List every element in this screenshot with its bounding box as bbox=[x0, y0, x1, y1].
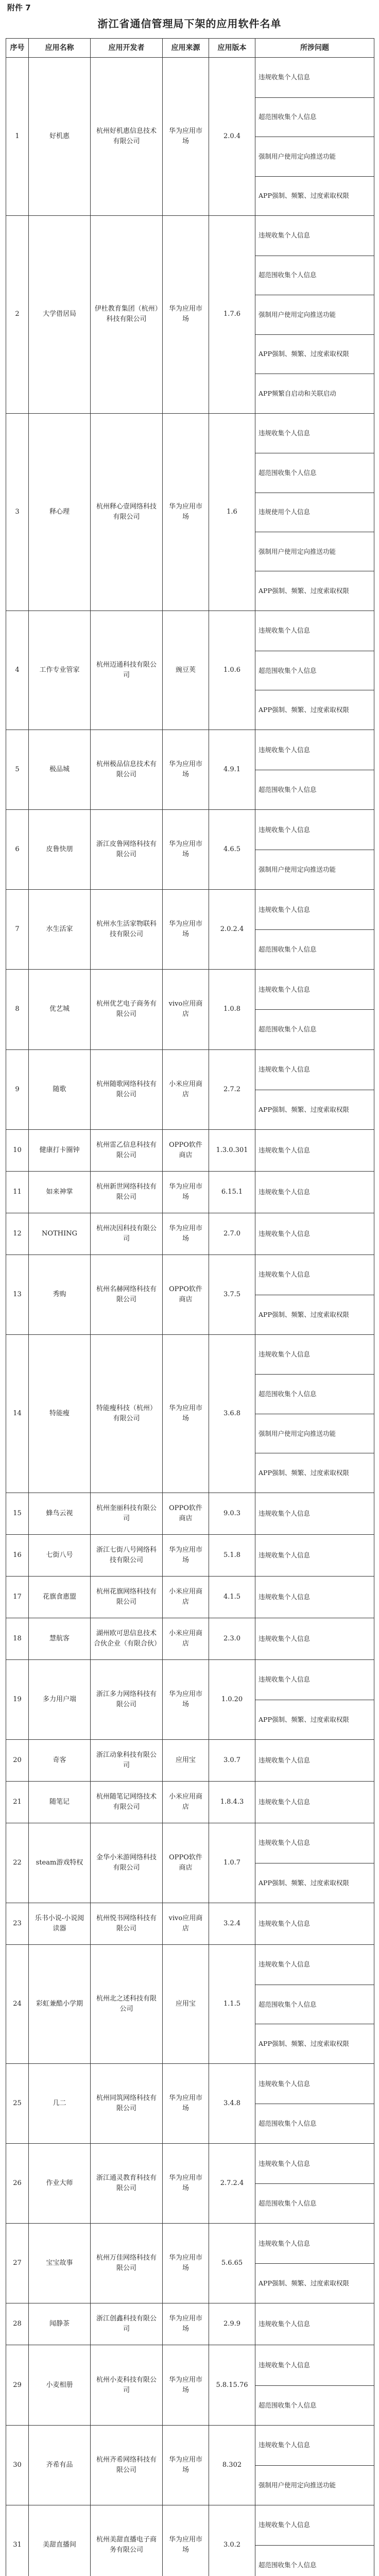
issue-item: 超范围收集个人信息 bbox=[255, 651, 374, 690]
issues-cell bbox=[255, 1781, 374, 1823]
row-number: 5 bbox=[6, 730, 29, 810]
app-source: 应用宝 bbox=[163, 1739, 209, 1781]
issue-item: 违规收集个人信息 bbox=[259, 1146, 311, 1154]
issues-cell bbox=[255, 1534, 374, 1576]
app-version: 1.7.6 bbox=[209, 216, 255, 413]
issue-item: 强制用户使用定向推送功能 bbox=[255, 850, 374, 889]
issues-cell bbox=[255, 810, 374, 890]
table-body bbox=[6, 58, 374, 2576]
issue-item: 超范围收集个人信息 bbox=[255, 1009, 374, 1049]
issue-item: 违规收集个人信息 bbox=[259, 2361, 311, 2369]
app-name: 随歌 bbox=[29, 1049, 91, 1129]
app-developer: 杭州优艺电子商务有限公司 bbox=[91, 970, 163, 1049]
app-developer: 杭州奎丽科技有限公司 bbox=[91, 1493, 163, 1534]
row-number: 25 bbox=[6, 2064, 29, 2144]
issue-item: 违规收集个人信息 bbox=[259, 1229, 311, 1238]
app-name: 齐希有品 bbox=[29, 2425, 91, 2505]
page-title: 浙江省通信管理局下架的应用软件名单 bbox=[97, 18, 282, 30]
issues-cell bbox=[255, 216, 374, 413]
issue-item: 违规使用个人信息 bbox=[255, 493, 374, 532]
col-header-developer: 应用开发者 bbox=[91, 39, 163, 58]
row-number: 26 bbox=[6, 2144, 29, 2224]
issues-cell bbox=[255, 2425, 374, 2505]
col-header-name: 应用名称 bbox=[29, 39, 91, 58]
app-version: 1.8.4.3 bbox=[209, 1781, 255, 1823]
table-row bbox=[6, 1171, 374, 1213]
row-number: 29 bbox=[6, 2345, 29, 2425]
issues-cell bbox=[255, 1171, 374, 1213]
issue-item: 超范围收集个人信息 bbox=[255, 256, 374, 295]
row-number: 23 bbox=[6, 1903, 29, 1945]
issue-item: 超范围收集个人信息 bbox=[255, 97, 374, 137]
col-header-issues: 所涉问题 bbox=[255, 39, 374, 58]
row-number: 24 bbox=[6, 1944, 29, 2063]
table-row bbox=[6, 1739, 374, 1781]
row-number: 16 bbox=[6, 1534, 29, 1576]
app-developer: 浙江七街八号网络科技有限公司 bbox=[91, 1534, 163, 1576]
issues-cell bbox=[255, 1255, 374, 1334]
issue-item: 违规收集个人信息 bbox=[259, 825, 311, 834]
app-developer: 杭州花旗网络科技有限公司 bbox=[91, 1576, 163, 1618]
app-source: 华为应用市场 bbox=[163, 1171, 209, 1213]
issues-cell bbox=[255, 1129, 374, 1171]
issues-cell bbox=[255, 2505, 374, 2576]
app-name: 工作专业管家 bbox=[29, 611, 91, 730]
issue-item: 违规收集个人信息 bbox=[259, 1350, 311, 1358]
app-version: 2.3.0 bbox=[209, 1618, 255, 1659]
table-row bbox=[6, 413, 374, 611]
app-version: 3.0.2 bbox=[209, 2505, 255, 2576]
app-developer: 金华小米游网络科技有限公司 bbox=[91, 1823, 163, 1903]
issue-item: 违规收集个人信息 bbox=[259, 429, 311, 437]
table-row bbox=[6, 2064, 374, 2144]
row-number: 27 bbox=[6, 2224, 29, 2303]
issue-item: 违规收集个人信息 bbox=[259, 1675, 311, 1684]
row-number: 4 bbox=[6, 611, 29, 730]
app-name: 秀购 bbox=[29, 1255, 91, 1334]
app-source: OPPO软件商店 bbox=[163, 1493, 209, 1534]
app-developer: 杭州悦书网络科技有限公司 bbox=[91, 1903, 163, 1945]
app-name: 小麦相册 bbox=[29, 2345, 91, 2425]
issues-cell bbox=[255, 413, 374, 611]
table-row bbox=[6, 1618, 374, 1659]
app-version: 4.9.1 bbox=[209, 730, 255, 810]
app-version: 3.7.5 bbox=[209, 1255, 255, 1334]
app-source: 小米应用商店 bbox=[163, 1049, 209, 1129]
issues-cell bbox=[255, 1739, 374, 1781]
issue-item: 违规收集个人信息 bbox=[259, 73, 311, 81]
issues-cell bbox=[255, 2345, 374, 2425]
app-name: 闻静茶 bbox=[29, 2303, 91, 2345]
app-version: 1.3.0.301 bbox=[209, 1129, 255, 1171]
col-header-version: 应用版本 bbox=[209, 39, 255, 58]
issues-cell bbox=[255, 1823, 374, 1903]
issues-cell bbox=[255, 1576, 374, 1618]
app-source: 小米应用商店 bbox=[163, 1618, 209, 1659]
row-number: 30 bbox=[6, 2425, 29, 2505]
app-version: 2.0.2.4 bbox=[209, 890, 255, 970]
app-name: 如来神掌 bbox=[29, 1171, 91, 1213]
issue-item: 违规收集个人信息 bbox=[259, 985, 311, 993]
row-number: 2 bbox=[6, 216, 29, 413]
issue-item: 超范围收集个人信息 bbox=[255, 1985, 374, 2024]
table-row bbox=[6, 2425, 374, 2505]
app-developer: 杭州新世网络科技有限公司 bbox=[91, 1171, 163, 1213]
app-source: 豌豆荚 bbox=[163, 611, 209, 730]
issues-cell bbox=[255, 2303, 374, 2345]
issue-item: 强制用户使用定向推送功能 bbox=[255, 2465, 374, 2505]
app-developer: 湖州欧可思信息技术合伙企业（有限合伙） bbox=[91, 1618, 163, 1659]
issue-item: APP强制、频繁、过度索取权限 bbox=[255, 176, 374, 216]
issue-item: 违规收集个人信息 bbox=[259, 905, 311, 913]
issue-item: APP强制、频繁、过度索取权限 bbox=[255, 1700, 374, 1739]
app-name: 乐书小说-小说阅读器 bbox=[29, 1903, 91, 1945]
table-row bbox=[6, 1944, 374, 2063]
row-number: 22 bbox=[6, 1823, 29, 1903]
app-table bbox=[6, 38, 374, 2576]
issue-item: 违规收集个人信息 bbox=[259, 1509, 311, 1517]
issue-item: 违规收集个人信息 bbox=[259, 2239, 311, 2247]
app-source: 应用宝 bbox=[163, 1944, 209, 2063]
app-version: 3.0.7 bbox=[209, 1739, 255, 1781]
app-name: 好机惠 bbox=[29, 58, 91, 216]
app-developer: 浙江多力网络科技有限公司 bbox=[91, 1659, 163, 1739]
issue-item: 违规收集个人信息 bbox=[259, 2079, 311, 2088]
app-source: 华为应用市场 bbox=[163, 810, 209, 890]
app-source: 华为应用市场 bbox=[163, 1334, 209, 1493]
app-version: 2.9.9 bbox=[209, 2303, 255, 2345]
table-row bbox=[6, 1534, 374, 1576]
row-number: 21 bbox=[6, 1781, 29, 1823]
app-version: 2.7.0 bbox=[209, 1213, 255, 1255]
app-version: 5.6.65 bbox=[209, 2224, 255, 2303]
issue-item: APP强制、频繁、过度索取权限 bbox=[255, 1090, 374, 1129]
app-version: 1.0.7 bbox=[209, 1823, 255, 1903]
app-version: 2.7.2.4 bbox=[209, 2144, 255, 2224]
app-version: 5.8.15.76 bbox=[209, 2345, 255, 2425]
app-developer: 杭州小麦科技有限公司 bbox=[91, 2345, 163, 2425]
table-row bbox=[6, 1781, 374, 1823]
issue-item: 超范围收集个人信息 bbox=[255, 770, 374, 809]
app-source: vivo应用商店 bbox=[163, 970, 209, 1049]
issue-item: 违规收集个人信息 bbox=[259, 2441, 311, 2449]
issues-cell bbox=[255, 611, 374, 730]
issues-cell bbox=[255, 1493, 374, 1534]
table-row bbox=[6, 730, 374, 810]
app-source: 华为应用市场 bbox=[163, 58, 209, 216]
issues-cell bbox=[255, 2064, 374, 2144]
table-row bbox=[6, 2303, 374, 2345]
issue-item: 违规收集个人信息 bbox=[259, 745, 311, 754]
table-row bbox=[6, 611, 374, 730]
issue-item: 违规收集个人信息 bbox=[259, 1634, 311, 1642]
app-version: 3.6.8 bbox=[209, 1334, 255, 1493]
issue-item: 违规收集个人信息 bbox=[259, 2320, 311, 2328]
table-row bbox=[6, 1576, 374, 1618]
issue-item: APP强制、频繁、过度索取权限 bbox=[255, 1453, 374, 1493]
app-developer: 杭州迈通科技有限公司 bbox=[91, 611, 163, 730]
attachment-label: 附件 7 bbox=[7, 3, 31, 12]
issue-item: 强制用户使用定向推送功能 bbox=[255, 295, 374, 334]
issues-cell bbox=[255, 1659, 374, 1739]
app-version: 4.6.5 bbox=[209, 810, 255, 890]
app-developer: 杭州美甜直播电子商务有限公司 bbox=[91, 2505, 163, 2576]
row-number: 8 bbox=[6, 970, 29, 1049]
issues-cell bbox=[255, 2224, 374, 2303]
issue-item: 违规收集个人信息 bbox=[259, 1188, 311, 1196]
row-number: 12 bbox=[6, 1213, 29, 1255]
app-version: 1.6 bbox=[209, 413, 255, 611]
row-number: 17 bbox=[6, 1576, 29, 1618]
app-name: 大学借居局 bbox=[29, 216, 91, 413]
table-row bbox=[6, 2345, 374, 2425]
table-row bbox=[6, 2144, 374, 2224]
app-developer: 杭州万佳网络科技有限公司 bbox=[91, 2224, 163, 2303]
app-version: 9.0.3 bbox=[209, 1493, 255, 1534]
issues-cell bbox=[255, 1213, 374, 1255]
issue-item: APP强制、频繁、过度索取权限 bbox=[255, 2024, 374, 2063]
app-developer: 伊杜教育集团（杭州）科技有限公司 bbox=[91, 216, 163, 413]
app-name: 蜂鸟云视 bbox=[29, 1493, 91, 1534]
app-version: 2.0.4 bbox=[209, 58, 255, 216]
app-source: 华为应用市场 bbox=[163, 413, 209, 611]
app-name: 极品城 bbox=[29, 730, 91, 810]
app-version: 1.0.20 bbox=[209, 1659, 255, 1739]
app-version: 2.7.2 bbox=[209, 1049, 255, 1129]
issues-cell bbox=[255, 58, 374, 216]
app-source: 华为应用市场 bbox=[163, 1659, 209, 1739]
app-source: 华为应用市场 bbox=[163, 2505, 209, 2576]
app-name: 奇客 bbox=[29, 1739, 91, 1781]
app-source: 华为应用市场 bbox=[163, 730, 209, 810]
app-developer: 杭州随笔记网络技术有限公司 bbox=[91, 1781, 163, 1823]
row-number: 31 bbox=[6, 2505, 29, 2576]
issue-item: 强制用户使用定向推送功能 bbox=[255, 532, 374, 571]
issue-item: 违规收集个人信息 bbox=[259, 231, 311, 240]
row-number: 15 bbox=[6, 1493, 29, 1534]
app-name: NOTHING bbox=[29, 1213, 91, 1255]
app-developer: 浙江动象科技有限公司 bbox=[91, 1739, 163, 1781]
issues-cell bbox=[255, 890, 374, 970]
app-source: 华为应用市场 bbox=[163, 890, 209, 970]
app-developer: 浙江通灵教育科技有限公司 bbox=[91, 2144, 163, 2224]
app-name: 特能瘦 bbox=[29, 1334, 91, 1493]
app-source: vivo应用商店 bbox=[163, 1903, 209, 1945]
issue-item: 超范围收集个人信息 bbox=[255, 2104, 374, 2143]
issue-item: 违规收集个人信息 bbox=[259, 1798, 311, 1806]
issue-item: 违规收集个人信息 bbox=[259, 2521, 311, 2529]
issue-item: APP强制、频繁、过度索取权限 bbox=[255, 571, 374, 610]
app-developer: 杭州北之述科技有限公司 bbox=[91, 1944, 163, 2063]
row-number: 10 bbox=[6, 1129, 29, 1171]
app-source: OPPO软件商店 bbox=[163, 1255, 209, 1334]
col-header-no: 序号 bbox=[6, 39, 29, 58]
issues-cell bbox=[255, 1049, 374, 1129]
issues-cell bbox=[255, 730, 374, 810]
issue-item: APP强制、频繁、过度索取权限 bbox=[255, 690, 374, 730]
row-number: 1 bbox=[6, 58, 29, 216]
app-developer: 杭州随歌网络科技有限公司 bbox=[91, 1049, 163, 1129]
table-row bbox=[6, 58, 374, 216]
app-name: 几二 bbox=[29, 2064, 91, 2144]
app-version: 1.0.6 bbox=[209, 611, 255, 730]
table-row bbox=[6, 216, 374, 413]
table-header-row bbox=[6, 39, 374, 58]
app-name: steam游戏特权 bbox=[29, 1823, 91, 1903]
issues-cell bbox=[255, 1944, 374, 2063]
app-version: 8.302 bbox=[209, 2425, 255, 2505]
app-source: 华为应用市场 bbox=[163, 2303, 209, 2345]
issue-item: 违规收集个人信息 bbox=[259, 1270, 311, 1279]
table-row bbox=[6, 1213, 374, 1255]
issue-item: 超范围收集个人信息 bbox=[255, 2385, 374, 2425]
row-number: 14 bbox=[6, 1334, 29, 1493]
issues-cell bbox=[255, 1618, 374, 1659]
row-number: 18 bbox=[6, 1618, 29, 1659]
row-number: 3 bbox=[6, 413, 29, 611]
table-row bbox=[6, 1129, 374, 1171]
row-number: 9 bbox=[6, 1049, 29, 1129]
issue-item: 违规收集个人信息 bbox=[259, 1065, 311, 1074]
app-source: 华为应用市场 bbox=[163, 216, 209, 413]
issues-cell bbox=[255, 1334, 374, 1493]
table-row bbox=[6, 1493, 374, 1534]
app-developer: 浙江创鑫科技有限公司 bbox=[91, 2303, 163, 2345]
app-name: 优艺城 bbox=[29, 970, 91, 1049]
app-source: 小米应用商店 bbox=[163, 1576, 209, 1618]
col-header-source: 应用来源 bbox=[163, 39, 209, 58]
app-name: 健康打卡圈钟 bbox=[29, 1129, 91, 1171]
app-source: 华为应用市场 bbox=[163, 1213, 209, 1255]
issue-item: 违规收集个人信息 bbox=[259, 1960, 311, 1969]
app-name: 宝宝故事 bbox=[29, 2224, 91, 2303]
issue-item: APP强制、频繁、过度索取权限 bbox=[255, 2263, 374, 2303]
app-version: 3.4.8 bbox=[209, 2064, 255, 2144]
app-source: 华为应用市场 bbox=[163, 2064, 209, 2144]
app-source: 华为应用市场 bbox=[163, 2425, 209, 2505]
issue-item: 违规收集个人信息 bbox=[259, 1592, 311, 1601]
issue-item: 违规收集个人信息 bbox=[259, 2159, 311, 2167]
issue-item: APP强制、频繁、过度索取权限 bbox=[255, 1863, 374, 1903]
issues-cell bbox=[255, 970, 374, 1049]
app-source: 小米应用商店 bbox=[163, 1781, 209, 1823]
app-developer: 浙江皮鲁网络科技有限公司 bbox=[91, 810, 163, 890]
row-number: 28 bbox=[6, 2303, 29, 2345]
app-version: 6.15.1 bbox=[209, 1171, 255, 1213]
app-version: 1.0.8 bbox=[209, 970, 255, 1049]
issue-item: 超范围收集个人信息 bbox=[255, 2183, 374, 2223]
app-source: 华为应用市场 bbox=[163, 2144, 209, 2224]
app-name: 七街八号 bbox=[29, 1534, 91, 1576]
app-name: 花旗食惠盟 bbox=[29, 1576, 91, 1618]
issue-item: 超范围收集个人信息 bbox=[255, 1374, 374, 1414]
app-name: 彩虹兼酷小学期 bbox=[29, 1944, 91, 2063]
issue-item: APP强制、频繁、过度索取权限 bbox=[255, 1295, 374, 1334]
table-row bbox=[6, 810, 374, 890]
row-number: 19 bbox=[6, 1659, 29, 1739]
issues-cell bbox=[255, 1903, 374, 1945]
table-row bbox=[6, 1903, 374, 1945]
issue-item: 超范围收集个人信息 bbox=[255, 2545, 374, 2576]
app-version: 3.2.4 bbox=[209, 1903, 255, 1945]
app-version: 4.1.5 bbox=[209, 1576, 255, 1618]
table-row bbox=[6, 970, 374, 1049]
table-row bbox=[6, 1823, 374, 1903]
issue-item: 强制用户使用定向推送功能 bbox=[255, 1414, 374, 1453]
table-row bbox=[6, 890, 374, 970]
issues-cell bbox=[255, 2144, 374, 2224]
app-source: 华为应用市场 bbox=[163, 2224, 209, 2303]
app-developer: 杭州释心壹网络科技有限公司 bbox=[91, 413, 163, 611]
app-developer: 杭州水生活家物联科技有限公司 bbox=[91, 890, 163, 970]
issue-item: 违规收集个人信息 bbox=[259, 626, 311, 635]
app-name: 释心理 bbox=[29, 413, 91, 611]
issue-item: 超范围收集个人信息 bbox=[255, 929, 374, 969]
app-version: 1.1.5 bbox=[209, 1944, 255, 2063]
app-developer: 杭州名赫网络科技有限公司 bbox=[91, 1255, 163, 1334]
row-number: 7 bbox=[6, 890, 29, 970]
table-row bbox=[6, 2224, 374, 2303]
issue-item: APP频繁自启动和关联启动 bbox=[255, 374, 374, 413]
app-name: 皮鲁快朋 bbox=[29, 810, 91, 890]
app-name: 慧航客 bbox=[29, 1618, 91, 1659]
app-name: 美甜直播间 bbox=[29, 2505, 91, 2576]
issue-item: APP强制、频繁、过度索取权限 bbox=[255, 334, 374, 374]
app-name: 随笔记 bbox=[29, 1781, 91, 1823]
app-version: 5.1.8 bbox=[209, 1534, 255, 1576]
table-row bbox=[6, 1049, 374, 1129]
app-source: 华为应用市场 bbox=[163, 2345, 209, 2425]
table-row bbox=[6, 1255, 374, 1334]
issue-item: 违规收集个人信息 bbox=[259, 1839, 311, 1847]
row-number: 13 bbox=[6, 1255, 29, 1334]
app-name: 作业大师 bbox=[29, 2144, 91, 2224]
issue-item: 强制用户使用定向推送功能 bbox=[255, 137, 374, 176]
issue-item: 违规收集个人信息 bbox=[259, 1919, 311, 1927]
app-name: 多力用户端 bbox=[29, 1659, 91, 1739]
app-name: 水生活家 bbox=[29, 890, 91, 970]
row-number: 11 bbox=[6, 1171, 29, 1213]
row-number: 20 bbox=[6, 1739, 29, 1781]
app-developer: 杭州齐希网络科技有限公司 bbox=[91, 2425, 163, 2505]
issue-item: 超范围收集个人信息 bbox=[255, 453, 374, 492]
app-developer: 杭州同筑网络科技有限公司 bbox=[91, 2064, 163, 2144]
app-developer: 杭州好机惠信息技术有限公司 bbox=[91, 58, 163, 216]
table-row bbox=[6, 1659, 374, 1739]
app-developer: 杭州极品信息技术有限公司 bbox=[91, 730, 163, 810]
row-number: 6 bbox=[6, 810, 29, 890]
issue-item: 违规收集个人信息 bbox=[259, 1551, 311, 1559]
table-row bbox=[6, 2505, 374, 2576]
app-developer: 杭州决因科技有限公司 bbox=[91, 1213, 163, 1255]
app-developer: 杭州雷乙信息科技有限公司 bbox=[91, 1129, 163, 1171]
table-row bbox=[6, 1334, 374, 1493]
app-source: 华为应用市场 bbox=[163, 1534, 209, 1576]
issue-item: 违规收集个人信息 bbox=[259, 1756, 311, 1764]
app-developer: 特能瘦科技（杭州）有限公司 bbox=[91, 1334, 163, 1493]
app-source: OPPO软件商店 bbox=[163, 1129, 209, 1171]
app-source: OPPO软件商店 bbox=[163, 1823, 209, 1903]
